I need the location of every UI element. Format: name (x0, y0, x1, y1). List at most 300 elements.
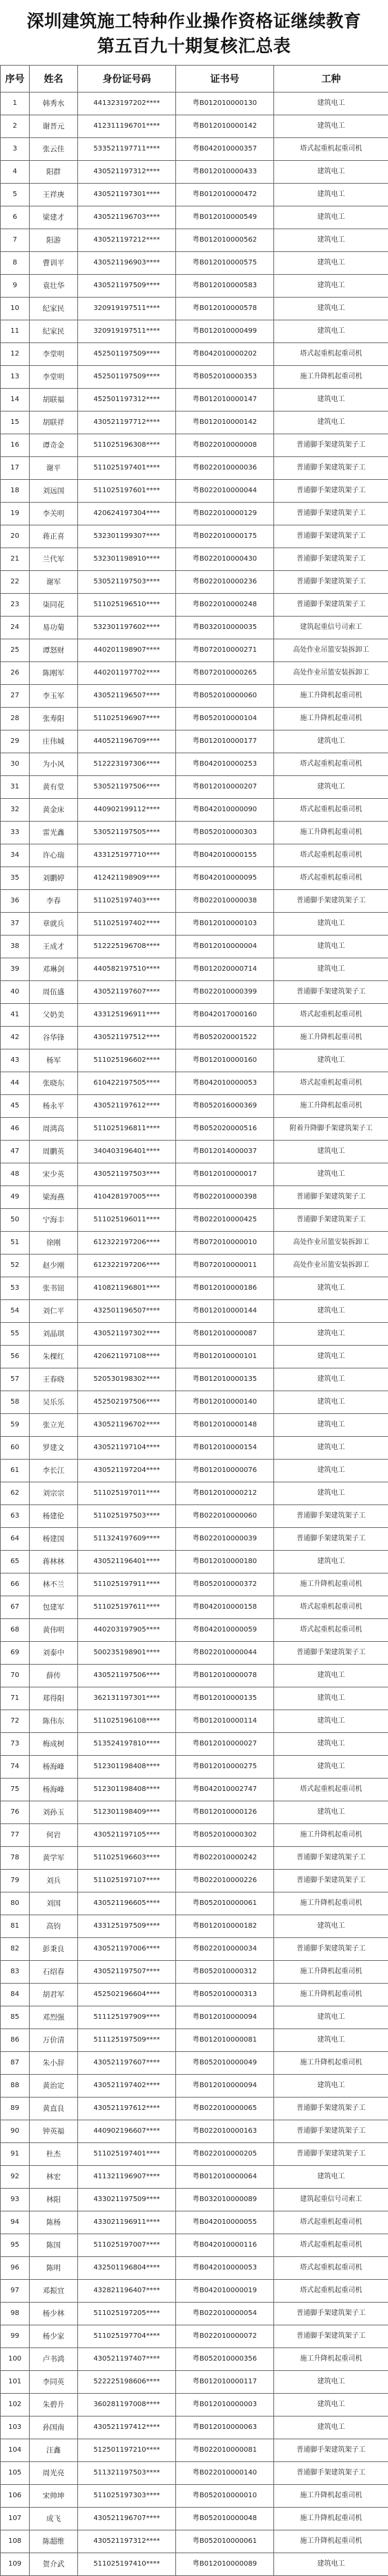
cell-id-number: 430521197612**** (78, 1095, 176, 1118)
cell-certificate-number: 粤B012010000094 (176, 2006, 274, 2029)
cell-index: 33 (1, 822, 30, 844)
cell-id-number: 511025196510**** (78, 594, 176, 617)
cell-index: 7 (1, 229, 30, 252)
cell-job-type: 施工升降机起重司机 (274, 2052, 388, 2075)
cell-job-type: 塔式起重机起重司机 (274, 138, 388, 161)
cell-id-number: 511025197205**** (78, 2303, 176, 2325)
cell-certificate-number: 粤B012010000087 (176, 1323, 274, 1346)
cell-job-type: 建筑电工 (274, 958, 388, 981)
cell-name: 包建军 (30, 1596, 78, 1619)
cell-index: 44 (1, 1072, 30, 1095)
table-row (1, 1573, 388, 1596)
header-row (1, 66, 388, 93)
cell-job-type: 塔式起重机起重司机 (274, 799, 388, 822)
cell-job-type: 建筑电工 (274, 936, 388, 958)
cell-certificate-number: 粤B032010000035 (176, 617, 274, 639)
cell-certificate-number: 粤B022010000226 (176, 1870, 274, 1892)
table-row (1, 434, 388, 457)
table-row (1, 161, 388, 184)
cell-index: 61 (1, 1460, 30, 1482)
cell-id-number: 511025197107**** (78, 1870, 176, 1892)
cell-name: 高钧 (30, 1915, 78, 1938)
cell-id-number: 511025196108**** (78, 1710, 176, 1733)
cell-certificate-number: 粤B012010000126 (176, 1801, 274, 1824)
cell-index: 26 (1, 662, 30, 685)
cell-job-type: 建筑电工 (274, 298, 388, 320)
table-row (1, 2439, 388, 2462)
cell-index: 81 (1, 1915, 30, 1938)
cell-id-number: 440902196607**** (78, 2120, 176, 2143)
cell-job-type: 高处作业吊篮安装拆卸工 (274, 1232, 388, 1255)
table-row (1, 1163, 388, 1186)
cell-name: 林宏 (30, 2166, 78, 2189)
cell-name: 薛传 (30, 1665, 78, 1687)
table-row (1, 1277, 388, 1300)
cell-id-number: 530521197506**** (78, 776, 176, 799)
cell-name: 郑得阳 (30, 1687, 78, 1710)
cell-certificate-number: 粤B012010000578 (176, 298, 274, 320)
cell-job-type: 塔式起重机起重司机 (274, 2211, 388, 2234)
table-row (1, 2075, 388, 2098)
cell-certificate-number: 粤B012010000135 (176, 1368, 274, 1391)
cell-index: 76 (1, 1801, 30, 1824)
cell-index: 99 (1, 2325, 30, 2348)
cell-job-type: 塔式起重机起重司机 (274, 1619, 388, 1642)
cell-id-number: 511025197402**** (78, 913, 176, 936)
table-row (1, 2234, 388, 2257)
table-row (1, 2166, 388, 2189)
cell-id-number: 430521197607**** (78, 981, 176, 1004)
cell-id-number: 511025196602**** (78, 1049, 176, 1072)
cell-job-type: 建筑电工 (274, 1665, 388, 1687)
cell-certificate-number: 粤B052010000312 (176, 1961, 274, 1984)
cell-index: 22 (1, 571, 30, 594)
cell-index: 94 (1, 2211, 30, 2234)
table-row (1, 1186, 388, 1209)
cell-index: 109 (1, 2553, 30, 2576)
cell-job-type: 建筑电工 (274, 2553, 388, 2576)
cell-certificate-number: 粤B022010000205 (176, 2143, 274, 2166)
table-row (1, 343, 388, 366)
table-row (1, 1915, 388, 1938)
table-row (1, 298, 388, 320)
cell-id-number: 440201197702**** (78, 662, 176, 685)
cell-name: 邓烈强 (30, 2006, 78, 2029)
header-certificate-number: 证书号 (176, 66, 274, 93)
cell-certificate-number: 粤B022010000140 (176, 2462, 274, 2485)
cell-id-number: 511025197007**** (78, 2234, 176, 2257)
table-row (1, 867, 388, 890)
table-row (1, 1232, 388, 1255)
cell-name: 谷华锋 (30, 1027, 78, 1049)
cell-certificate-number: 粤B052010000356 (176, 2348, 274, 2371)
cell-id-number: 430521197105**** (78, 1824, 176, 1847)
table-row (1, 1391, 388, 1414)
cell-id-number: 511025197704**** (78, 2325, 176, 2348)
cell-name: 徐刚 (30, 1232, 78, 1255)
cell-index: 39 (1, 958, 30, 981)
cell-job-type: 普通脚手架建筑架子工 (274, 480, 388, 503)
cell-index: 101 (1, 2371, 30, 2394)
cell-id-number: 511025196603**** (78, 1847, 176, 1870)
table-row (1, 184, 388, 206)
table-row (1, 1027, 388, 1049)
cell-name: 朱小辞 (30, 2052, 78, 2075)
cell-job-type: 施工升降机起重司机 (274, 708, 388, 730)
cell-name: 成飞 (30, 2508, 78, 2530)
cell-job-type: 普通脚手架建筑架子工 (274, 503, 388, 525)
cell-name: 林不兰 (30, 1573, 78, 1596)
cell-job-type: 建筑电工 (274, 1482, 388, 1505)
cell-index: 95 (1, 2234, 30, 2257)
table-row (1, 2143, 388, 2166)
cell-name: 李堂明 (30, 366, 78, 389)
table-row (1, 776, 388, 799)
table-row (1, 2394, 388, 2417)
cell-certificate-number: 粤B042010000202 (176, 343, 274, 366)
table-row (1, 685, 388, 708)
cell-id-number: 430521197006**** (78, 1938, 176, 1961)
cell-id-number: 530521197505**** (78, 822, 176, 844)
table-row (1, 206, 388, 229)
cell-certificate-number: 粤B012010000207 (176, 776, 274, 799)
table-body (1, 93, 388, 2576)
cell-id-number: 432821196407**** (78, 2280, 176, 2303)
cell-name: 宁海丰 (30, 1209, 78, 1232)
table-row (1, 2348, 388, 2371)
cell-id-number: 412421198909**** (78, 867, 176, 890)
cell-certificate-number: 粤B022010000038 (176, 890, 274, 913)
cell-job-type: 普通脚手架建筑架子工 (274, 1847, 388, 1870)
cell-job-type: 建筑电工 (274, 275, 388, 298)
table-row (1, 2462, 388, 2485)
cell-name: 刘仁平 (30, 1300, 78, 1323)
cell-id-number: 511125197909**** (78, 2006, 176, 2029)
table-row (1, 1710, 388, 1733)
cell-id-number: 430521197512**** (78, 1027, 176, 1049)
cell-name: 刘鹏婷 (30, 867, 78, 890)
cell-index: 52 (1, 1255, 30, 1277)
summary-table (0, 65, 388, 2576)
table-row (1, 1733, 388, 1756)
cell-certificate-number: 粤B012010000562 (176, 229, 274, 252)
table-row (1, 2211, 388, 2234)
table-row (1, 93, 388, 115)
cell-index: 84 (1, 1984, 30, 2006)
cell-id-number: 511025197401**** (78, 2143, 176, 2166)
cell-certificate-number: 粤B012010000081 (176, 2029, 274, 2052)
cell-certificate-number: 粤B052010000060 (176, 685, 274, 708)
cell-name: 宋帅坤 (30, 2485, 78, 2508)
cell-id-number: 452501197509**** (78, 343, 176, 366)
table-row (1, 1801, 388, 1824)
cell-certificate-number: 粤B012010000575 (176, 252, 274, 275)
cell-job-type: 建筑电工 (274, 2166, 388, 2189)
cell-name: 王春晓 (30, 1368, 78, 1391)
cell-index: 85 (1, 2006, 30, 2029)
cell-job-type: 普通脚手架建筑架子工 (274, 1642, 388, 1665)
table-row (1, 2485, 388, 2508)
table-row (1, 594, 388, 617)
cell-index: 77 (1, 1824, 30, 1847)
cell-certificate-number: 粤B012010000186 (176, 1277, 274, 1300)
cell-index: 1 (1, 93, 30, 115)
table-row (1, 1460, 388, 1482)
table-row (1, 1984, 388, 2006)
cell-id-number: 420621197108**** (78, 1346, 176, 1368)
cell-job-type: 建筑电工 (274, 229, 388, 252)
cell-job-type: 施工升降机起重司机 (274, 1961, 388, 1984)
cell-job-type: 普通脚手架建筑架子工 (274, 1209, 388, 1232)
cell-name: 朱棵红 (30, 1346, 78, 1368)
cell-job-type: 建筑电工 (274, 1346, 388, 1368)
cell-id-number: 532301198910**** (78, 548, 176, 571)
cell-index: 57 (1, 1368, 30, 1391)
table-row (1, 1870, 388, 1892)
cell-index: 10 (1, 298, 30, 320)
table-row (1, 1300, 388, 1323)
cell-id-number: 430521196401**** (78, 1551, 176, 1573)
cell-job-type: 普通脚手架建筑架子工 (274, 1528, 388, 1551)
table-row (1, 2417, 388, 2439)
cell-id-number: 512501197210**** (78, 2439, 176, 2462)
cell-job-type: 塔式起重机起重司机 (274, 867, 388, 890)
cell-name: 蒋林林 (30, 1551, 78, 1573)
cell-index: 46 (1, 1118, 30, 1141)
table-row (1, 2530, 388, 2553)
table-row (1, 525, 388, 548)
cell-id-number: 433125196911**** (78, 1004, 176, 1027)
table-row (1, 639, 388, 662)
cell-id-number: 433125197509**** (78, 1915, 176, 1938)
cell-index: 27 (1, 685, 30, 708)
cell-certificate-number: 粤B012010000177 (176, 730, 274, 753)
cell-index: 64 (1, 1528, 30, 1551)
cell-name: 纪家民 (30, 298, 78, 320)
cell-name: 庄伟城 (30, 730, 78, 753)
cell-name: 杜杰 (30, 2143, 78, 2166)
cell-id-number: 320919197511**** (78, 320, 176, 343)
cell-name: 胡君军 (30, 1984, 78, 2006)
cell-certificate-number: 粤B012010000078 (176, 1665, 274, 1687)
table-row (1, 2508, 388, 2530)
cell-certificate-number: 粤B012010000142 (176, 411, 274, 434)
cell-id-number: 430521197612**** (78, 2098, 176, 2120)
cell-index: 72 (1, 1710, 30, 1733)
cell-certificate-number: 粤B012010000142 (176, 115, 274, 138)
cell-index: 11 (1, 320, 30, 343)
cell-job-type: 施工升降机起重司机 (274, 1824, 388, 1847)
table-row (1, 1095, 388, 1118)
cell-index: 86 (1, 2029, 30, 2052)
table-row (1, 2029, 388, 2052)
cell-id-number: 410821196801**** (78, 1277, 176, 1300)
cell-name: 为小风 (30, 753, 78, 776)
cell-certificate-number: 粤B012010000472 (176, 184, 274, 206)
cell-certificate-number: 粤B012010000027 (176, 1733, 274, 1756)
cell-id-number: 430521197212**** (78, 229, 176, 252)
cell-index: 75 (1, 1779, 30, 1801)
cell-index: 73 (1, 1733, 30, 1756)
cell-certificate-number: 粤B012010000130 (176, 93, 274, 115)
cell-id-number: 430521197607**** (78, 2052, 176, 2075)
cell-name: 阳游 (30, 229, 78, 252)
cell-id-number: 433125197710**** (78, 844, 176, 867)
cell-index: 58 (1, 1391, 30, 1414)
cell-index: 15 (1, 411, 30, 434)
cell-name: 陈国 (30, 2234, 78, 2257)
cell-job-type: 建筑电工 (274, 2417, 388, 2439)
cell-id-number: 430521197712**** (78, 411, 176, 434)
cell-name: 吴乐乐 (30, 1391, 78, 1414)
cell-certificate-number: 粤B022010000044 (176, 1642, 274, 1665)
table-row (1, 2371, 388, 2394)
cell-job-type: 塔式起重机起重司机 (274, 2257, 388, 2280)
cell-job-type: 普通脚手架建筑架子工 (274, 2439, 388, 2462)
cell-certificate-number: 粤B012010000140 (176, 1391, 274, 1414)
cell-index: 24 (1, 617, 30, 639)
table-row (1, 1961, 388, 1984)
cell-certificate-number: 粤B012010000101 (176, 1346, 274, 1368)
cell-job-type: 塔式起重机起重司机 (274, 844, 388, 867)
cell-name: 易功菊 (30, 617, 78, 639)
table-row (1, 1209, 388, 1232)
cell-index: 104 (1, 2439, 30, 2462)
cell-name: 杨海峰 (30, 1756, 78, 1779)
cell-id-number: 532301197602**** (78, 617, 176, 639)
cell-job-type: 施工升降机起重司机 (274, 2348, 388, 2371)
cell-certificate-number: 粤B052010000010 (176, 2485, 274, 2508)
cell-certificate-number: 粤B012010000064 (176, 2166, 274, 2189)
cell-index: 40 (1, 981, 30, 1004)
cell-job-type: 高处作业吊篮安装拆卸工 (274, 662, 388, 685)
table-row (1, 1665, 388, 1687)
cell-id-number: 512301198408**** (78, 1756, 176, 1779)
cell-index: 9 (1, 275, 30, 298)
cell-id-number: 500235198901**** (78, 1642, 176, 1665)
cell-name: 杨少家 (30, 2325, 78, 2348)
table-row (1, 2006, 388, 2029)
cell-name: 黄学军 (30, 1847, 78, 1870)
cell-index: 66 (1, 1573, 30, 1596)
cell-index: 20 (1, 525, 30, 548)
cell-job-type: 普通脚手架建筑架子工 (274, 457, 388, 480)
cell-name: 谭怒财 (30, 639, 78, 662)
cell-job-type: 施工升降机起重司机 (274, 1892, 388, 1915)
cell-index: 36 (1, 890, 30, 913)
cell-certificate-number: 粤B022010000060 (176, 1505, 274, 1528)
cell-certificate-number: 粤B032010000089 (176, 2189, 274, 2211)
cell-id-number: 511025197410**** (78, 2553, 176, 2576)
cell-certificate-number: 粤B042010000158 (176, 1596, 274, 1619)
cell-certificate-number: 粤B012020000714 (176, 958, 274, 981)
cell-id-number: 512223197306**** (78, 753, 176, 776)
cell-job-type: 建筑电工 (274, 1300, 388, 1323)
cell-id-number: 511025197601**** (78, 480, 176, 503)
cell-certificate-number: 粤B022010000072 (176, 2325, 274, 2348)
table-row (1, 662, 388, 685)
cell-index: 21 (1, 548, 30, 571)
cell-name: 刘孙玉 (30, 1801, 78, 1824)
cell-certificate-number: 粤B022010000163 (176, 2120, 274, 2143)
cell-name: 黄治定 (30, 2075, 78, 2098)
cell-index: 31 (1, 776, 30, 799)
cell-name: 邓振宜 (30, 2280, 78, 2303)
cell-id-number: 433021196911**** (78, 2211, 176, 2234)
cell-job-type: 普通脚手架建筑架子工 (274, 548, 388, 571)
cell-job-type: 建筑电工 (274, 2394, 388, 2417)
cell-id-number: 430521196605**** (78, 1892, 176, 1915)
cell-index: 16 (1, 434, 30, 457)
cell-job-type: 建筑电工 (274, 1391, 388, 1414)
cell-id-number: 430521197407**** (78, 2348, 176, 2371)
cell-id-number: 430521197402**** (78, 2075, 176, 2098)
cell-index: 89 (1, 2098, 30, 2120)
cell-index: 29 (1, 730, 30, 753)
cell-index: 30 (1, 753, 30, 776)
cell-id-number: 511025197503**** (78, 1505, 176, 1528)
cell-id-number: 511025197611**** (78, 1596, 176, 1619)
cell-id-number: 430521197104**** (78, 1437, 176, 1460)
table-row (1, 1346, 388, 1368)
cell-id-number: 360281197008**** (78, 2394, 176, 2417)
cell-index: 96 (1, 2257, 30, 2280)
cell-job-type: 普通脚手架建筑架子工 (274, 2098, 388, 2120)
cell-index: 14 (1, 389, 30, 411)
cell-name: 宋少英 (30, 1163, 78, 1186)
cell-name: 陈明 (30, 2257, 78, 2280)
cell-name: 刘泰中 (30, 1642, 78, 1665)
cell-id-number: 452502196604**** (78, 1984, 176, 2006)
cell-job-type: 建筑电工 (274, 161, 388, 184)
cell-index: 47 (1, 1141, 30, 1163)
cell-index: 97 (1, 2280, 30, 2303)
cell-name: 李春 (30, 890, 78, 913)
cell-name: 邓琳剑 (30, 958, 78, 981)
cell-job-type: 施工升降机起重司机 (274, 2530, 388, 2553)
cell-certificate-number: 粤B052010000061 (176, 1892, 274, 1915)
cell-job-type: 建筑电工 (274, 1277, 388, 1300)
table-row (1, 115, 388, 138)
table-row (1, 1414, 388, 1437)
cell-job-type: 建筑电工 (274, 1551, 388, 1573)
cell-index: 108 (1, 2530, 30, 2553)
table-row (1, 480, 388, 503)
cell-index: 102 (1, 2394, 30, 2417)
table-row (1, 411, 388, 434)
cell-name: 杨军 (30, 1049, 78, 1072)
cell-id-number: 511025196011**** (78, 1209, 176, 1232)
cell-job-type: 塔式起重机起重司机 (274, 1779, 388, 1801)
cell-name: 谢军 (30, 571, 78, 594)
cell-name: 张云佳 (30, 138, 78, 161)
cell-name: 万价清 (30, 2029, 78, 2052)
cell-certificate-number: 粤B012010000114 (176, 1710, 274, 1733)
cell-index: 43 (1, 1049, 30, 1072)
table-row (1, 981, 388, 1004)
cell-name: 黄直良 (30, 2098, 78, 2120)
cell-name: 周光亮 (30, 2462, 78, 2485)
cell-name: 许心瑞 (30, 844, 78, 867)
cell-index: 59 (1, 1414, 30, 1437)
cell-job-type: 建筑电工 (274, 1801, 388, 1824)
cell-index: 4 (1, 161, 30, 184)
cell-name: 李堂明 (30, 343, 78, 366)
cell-name: 梅成树 (30, 1733, 78, 1756)
cell-job-type: 塔式起重机起重司机 (274, 1004, 388, 1027)
cell-certificate-number: 粤B022010000398 (176, 1186, 274, 1209)
cell-name: 兰代军 (30, 548, 78, 571)
